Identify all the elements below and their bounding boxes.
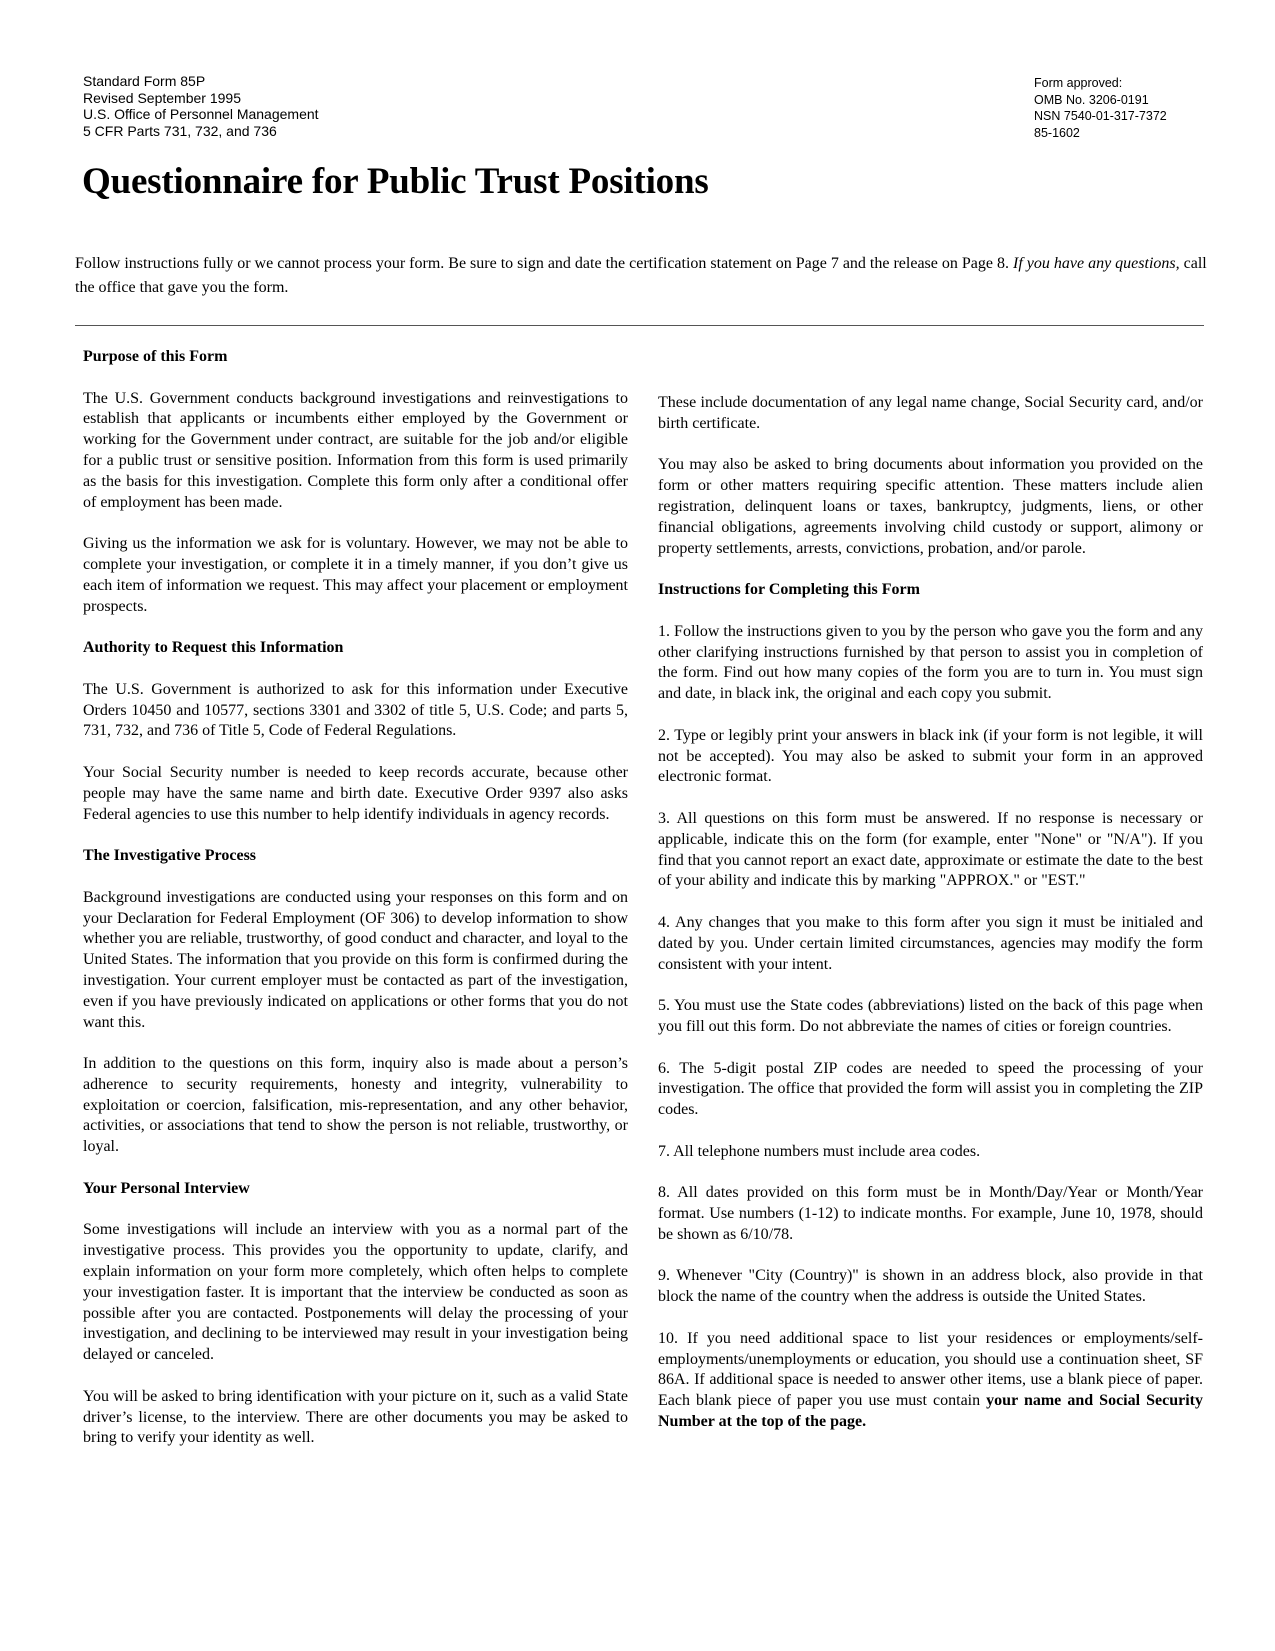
left-column: [83, 347, 628, 1449]
instruction-item-10: [658, 1329, 1203, 1433]
interview-paragraph-2: You will be asked to bring identification with your picture on it, such as a valid State driver’s license, to the interview. There are other documents you may be asked to bring to verify your identity as well.: [83, 1387, 628, 1447]
purpose-paragraph-2: Giving us the information we ask for is voluntary. However, we may not be able to complete your investigation, or complete it in a timely manner, if you don’t give us each item of information we request. This may affect your placement or employment prospects.: [83, 535, 628, 615]
instruction-item-2: 2. Type or legibly print your answers in black ink (if your form is not legible, it will not be accepted). You may also be asked to submit your form in an approved electronic format.: [658, 726, 1203, 786]
form-code: 85-1602: [1034, 125, 1080, 140]
form-number: Standard Form 85P: [83, 73, 206, 89]
page-title: Questionnaire for Public Trust Positions: [82, 161, 709, 202]
instruction-item-10-text: 10. If you need additional space to list your residences or employments/self-employments/unemployments or education, you should use a continuation sheet, SF 86A. If additional space is needed to answer other items, use a blank piece of paper. Each blank piece of paper you use must contain: [658, 1329, 1203, 1410]
nsn-number: NSN 7540-01-317-7372: [1034, 109, 1167, 123]
intro-italic: If you have any questions,: [1012, 255, 1180, 272]
form-approval-block: [1034, 75, 1167, 141]
form-approved-label: Form approved:: [1034, 76, 1123, 90]
authority-paragraph-1: The U.S. Government is authorized to ask for this information under Executive Orders 10450 and 10577, sections 3301 and 3302 of title 5, U.S. Code; and parts 5, 731, 732, and 736 of Title 5, Code of Federal Regulations.: [83, 680, 628, 740]
issuing-office: U.S. Office of Personnel Management: [83, 106, 319, 122]
additional-documents-paragraph: You may also be asked to bring documents about information you provided on the form or other matters requiring specific attention. These matters include alien registration, delinquent loans or taxes, bankruptcy, judgments, liens, or other financial obligations, agreements involving child custody or support, alimony or property settlements, arrests, convictions, probation, and/or parole.: [658, 456, 1203, 557]
process-heading: The Investigative Process: [83, 847, 257, 865]
instruction-item-3: 3. All questions on this form must be answered. If no response is necessary or applicable, indicate this on the form (for example, enter "None" or "N/A"). If you find that you cannot report an exact date, approximate or estimate the date to the best of your ability and indicate this by marking "APPROX." or "EST.": [658, 809, 1203, 890]
cfr-reference: 5 CFR Parts 731, 732, and 736: [83, 122, 277, 139]
purpose-paragraph-1: The U.S. Government conducts background investigations and reinvestigations to establish that applicants or incumbents either employed by the Government or working for the Government under contract, are suitable for the job and/or eligible for a public trust or sensitive position. Information from this form is used primarily as the basis for this investigation. Complete this form only after a conditional offer of employment has been made.: [83, 389, 628, 511]
right-column: [658, 393, 1203, 1433]
process-paragraph-1: Background investigations are conducted using your responses on this form and on your Declaration for Federal Employment (OF 306) to develop information to show whether you are reliable, trustworthy, of good conduct and character, and loyal to the United States. The information that you provide on this form is confirmed during the investigation. Your current employer must be contacted as part of the investigation, even if you have previously indicated on applications or other forms that you do not want this.: [83, 888, 628, 1031]
intro-text-2: call the office that gave you the form.: [75, 255, 1207, 296]
instructions-heading: Instructions for Completing this Form: [658, 581, 920, 599]
instruction-item-8: 8. All dates provided on this form must be in Month/Day/Year or Month/Year format. Use numbers (1-12) to indicate months. For example, June 10, 1978, should be shown as 6/10/78.: [658, 1184, 1203, 1243]
purpose-heading: Purpose of this Form: [83, 348, 228, 365]
authority-heading: Authority to Request this Information: [83, 639, 344, 657]
section-divider: [75, 325, 1204, 326]
instruction-item-7: 7. All telephone numbers must include area codes.: [658, 1142, 981, 1160]
instruction-item-10-emphasis: your name and Social Security Number at the top of the page.: [658, 1392, 1203, 1431]
revision-date: Revised September 1995: [83, 89, 241, 106]
instruction-item-9: 9. Whenever "City (Country)" is shown in an address block, also provide in that block the name of the country when the address is outside the United States.: [658, 1267, 1203, 1306]
process-paragraph-2: In addition to the questions on this form, inquiry also is made about a person’s adherence to security requirements, honesty and integrity, vulnerability to exploitation or coercion, falsification, mis-representation, and any other behavior, activities, or associations that tend to show the person is not reliable, trustworthy, or loyal.: [83, 1055, 628, 1156]
omb-number: OMB No. 3206-0191: [1034, 92, 1149, 107]
instruction-item-5: 5. You must use the State codes (abbreviations) listed on the back of this page when you fill out this form. Do not abbreviate the names of cities or foreign countries.: [658, 997, 1203, 1035]
instruction-item-1: 1. Follow the instructions given to you by the person who gave you the form and any other clarifying instructions furnished by that person to assist you in completion of the form. Find out how many copies of the form you are to turn in. You must sign and date, in black ink, the original and each copy you submit.: [658, 622, 1203, 703]
authority-paragraph-2: Your Social Security number is needed to keep records accurate, because other people may have the same name and birth date. Executive Order 9397 also asks Federal agencies to use this number to help identify individuals in agency records.: [83, 763, 628, 823]
instruction-item-6: 6. The 5-digit postal ZIP codes are needed to speed the processing of your investigation. The office that provided the form will assist you in completing the ZIP codes.: [658, 1059, 1203, 1119]
documents-paragraph: These include documentation of any legal name change, Social Security card, and/or birth certificate.: [658, 394, 1203, 432]
intro-text-1: Follow instructions fully or we cannot process your form. Be sure to sign and date the certification statement on Page 7 and the release on Page 8.: [75, 255, 1013, 272]
instruction-item-4: 4. Any changes that you make to this form after you sign it must be initialed and dated by you. Under certain limited circumstances, agencies may modify the form consistent with your intent.: [658, 913, 1203, 973]
interview-heading: Your Personal Interview: [83, 1179, 250, 1197]
form-identification-block: [83, 73, 319, 139]
intro-paragraph: [75, 252, 1215, 300]
interview-paragraph-1: Some investigations will include an interview with you as a normal part of the investigative process. This provides you the opportunity to update, clarify, and explain information on your form more completely, which often helps to complete your investigation faster. It is important that the interview be conducted as soon as possible after you are contacted. Postponements will delay the processing of your investigation, and declining to be interviewed may result in your investigation being delayed or canceled.: [83, 1221, 628, 1364]
